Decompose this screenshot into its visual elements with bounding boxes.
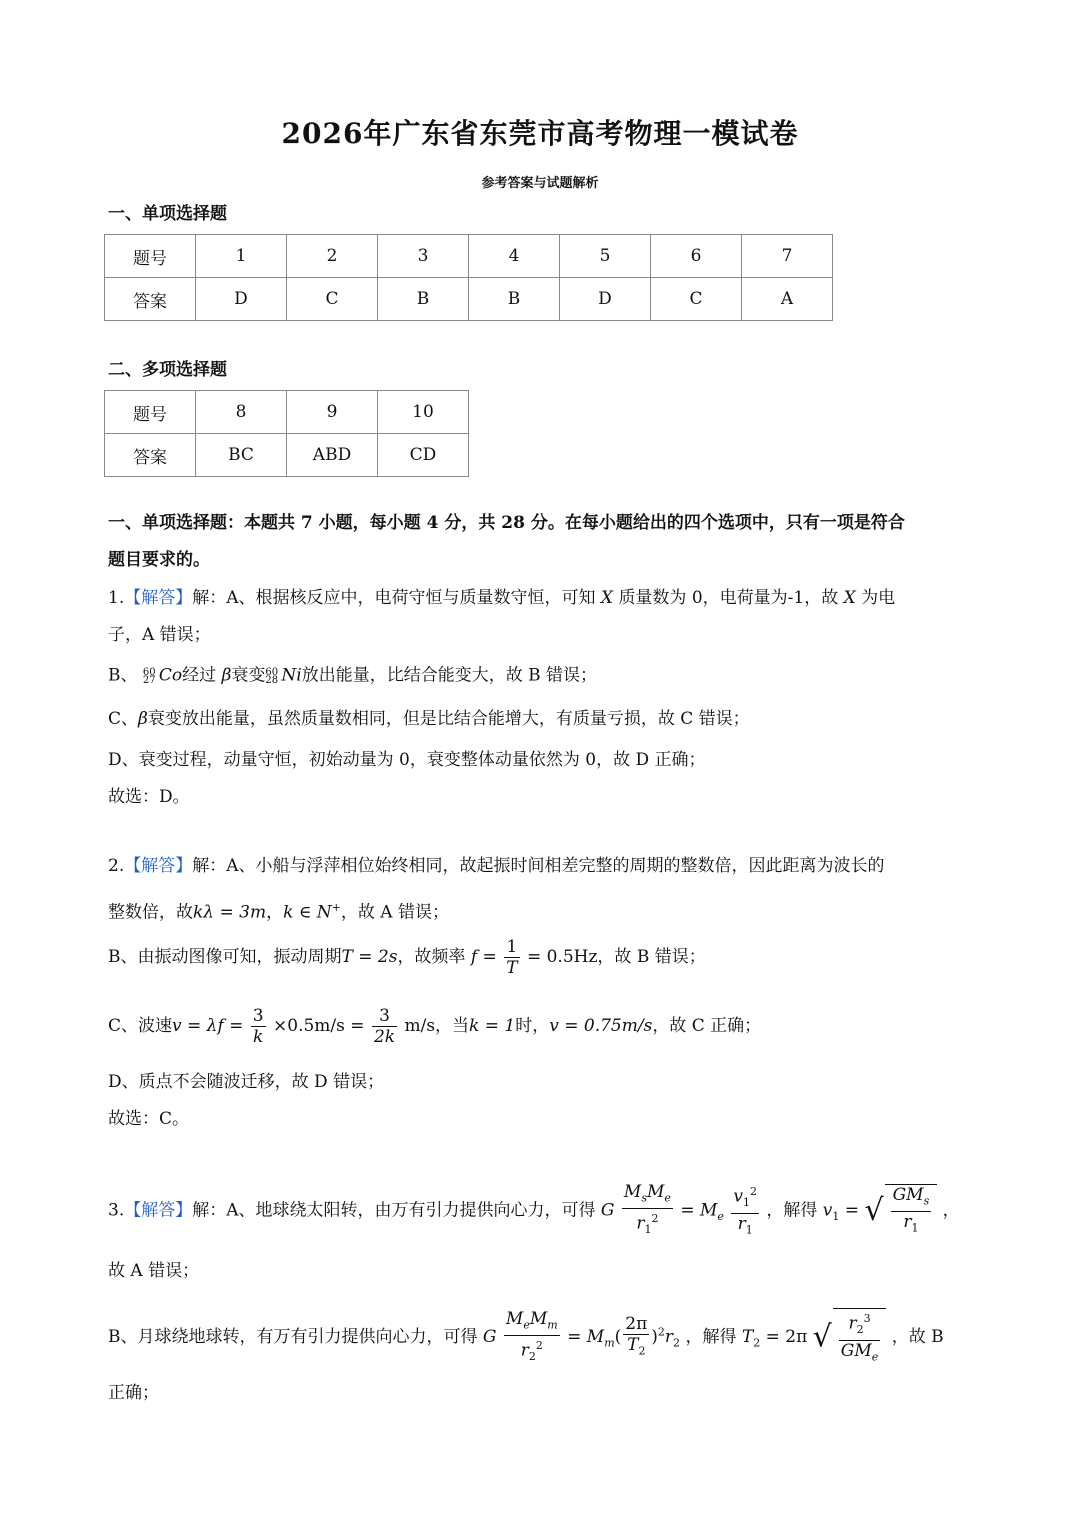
numerator <box>891 1185 932 1212</box>
math-var: r <box>520 1340 529 1361</box>
q3-line: 正确； <box>108 1383 159 1403</box>
math-sub: m <box>547 1317 558 1331</box>
element-symbol: Co <box>158 665 183 686</box>
text: C、波速 <box>108 1016 173 1036</box>
text: ， <box>266 902 284 923</box>
denominator <box>731 1214 759 1240</box>
fraction <box>623 1314 649 1361</box>
math-expr: = <box>680 1200 695 1221</box>
question-number: 1. <box>108 588 125 608</box>
q1-line <box>108 708 750 730</box>
denominator: 2k <box>373 1027 396 1047</box>
math-var: β <box>221 665 232 686</box>
text: 放出能量，比结合能变大，故 B 错误； <box>301 665 598 686</box>
math-sub: e <box>664 1191 671 1205</box>
question-number: 3. <box>108 1200 125 1221</box>
math-var: GM <box>840 1341 872 1362</box>
sqrt-icon: √ <box>864 1193 884 1229</box>
denominator: T <box>506 958 518 978</box>
math-var: M <box>647 1182 665 1202</box>
numerator <box>839 1309 881 1341</box>
q1-line: 子，A 错误； <box>108 625 211 645</box>
page-subtitle: 参考答案与试题解析 <box>481 176 599 191</box>
math-var: X <box>600 588 614 608</box>
multi-choice-answer-table <box>104 390 469 477</box>
text: B、月球绕地球转，有万有引力提供向心力，可得 <box>108 1327 478 1348</box>
q2-line: 故选：C。 <box>108 1109 190 1129</box>
q2-line <box>108 1006 761 1047</box>
math-expr: k = 1 <box>469 1016 516 1036</box>
answer-cell: B <box>469 278 560 321</box>
numerator: 3 <box>252 1006 264 1026</box>
math-var: v <box>822 1200 833 1221</box>
text: C、 <box>108 709 139 729</box>
math-sub: 2 <box>753 1336 761 1350</box>
radicand <box>885 1184 938 1239</box>
math-var: r <box>903 1212 912 1233</box>
fraction <box>504 1309 560 1367</box>
text: ，故 B <box>891 1327 944 1348</box>
denominator <box>891 1212 932 1238</box>
math-sub: e <box>717 1210 724 1224</box>
question-number: 2. <box>108 856 125 876</box>
math-var: r <box>664 1327 674 1348</box>
isotope-notation <box>143 664 159 688</box>
math-sub: 1 <box>742 1196 750 1210</box>
numerator <box>731 1182 759 1214</box>
math-var: M <box>623 1182 642 1202</box>
question-number: 8 <box>196 391 287 434</box>
math-var: r <box>636 1214 645 1235</box>
math-expr: ×0.5m/s = <box>273 1016 365 1036</box>
math-sub: e <box>523 1317 530 1331</box>
atomic-number: 27 <box>142 675 156 686</box>
page-title: 2026年广东省东莞市高考物理一模试卷 <box>281 117 799 150</box>
math-var: G <box>600 1200 615 1221</box>
text: 经过 <box>182 665 217 686</box>
answer-cell: D <box>560 278 651 321</box>
q2-line <box>108 897 449 924</box>
row-label: 答案 <box>105 278 196 321</box>
text: 质量数为 0，电荷量为-1，故 <box>618 588 839 608</box>
table-row <box>105 434 469 477</box>
sqrt-icon: √ <box>812 1319 832 1355</box>
atomic-number: 28 <box>265 675 279 686</box>
table-row <box>105 278 833 321</box>
math-var: β <box>138 709 148 729</box>
math-var: T <box>627 1335 639 1356</box>
text: ，故 C 正确； <box>652 1016 762 1036</box>
numerator: 3 <box>372 1006 397 1027</box>
denominator <box>623 1335 649 1361</box>
answer-cell: C <box>287 278 378 321</box>
math-sub: 2 <box>673 1336 681 1350</box>
math-sup: 2 <box>651 1212 659 1226</box>
text: 衰变放出能量，虽然质量数相同，但是比结合能增大，有质量亏损，故 C 错误； <box>147 709 750 729</box>
math-expr: f = <box>470 947 497 967</box>
text: 解：A、小船与浮萍相位始终相同，故起振时间相差完整的周期的整数倍，因此距离为波长的 <box>192 856 885 876</box>
math-sub: 1 <box>832 1210 840 1224</box>
mass-number: 60 <box>265 667 279 678</box>
math-sub: s <box>641 1191 647 1205</box>
answer-tag: 【解答】 <box>124 588 193 608</box>
answer-tag: 【解答】 <box>124 856 193 876</box>
fraction <box>372 1006 397 1047</box>
answer-cell: A <box>742 278 833 321</box>
fraction <box>839 1309 881 1367</box>
math-expr: m/s <box>404 1016 436 1036</box>
section-intro-line: 题目要求的。 <box>108 550 210 570</box>
answer-cell: D <box>196 278 287 321</box>
row-label: 题号 <box>105 235 196 278</box>
fraction <box>891 1185 932 1239</box>
text: B、 <box>108 665 138 686</box>
text: ，解得 <box>685 1327 737 1348</box>
row-label: 答案 <box>105 434 196 477</box>
math-var: G <box>482 1327 497 1348</box>
table-row <box>105 235 833 278</box>
math-var: M <box>700 1200 718 1221</box>
math-var: T <box>741 1327 754 1348</box>
math-sup: 2 <box>657 1325 665 1339</box>
q2-line <box>108 855 885 877</box>
math-sub: e <box>871 1350 879 1364</box>
mass-number: 60 <box>142 667 156 678</box>
row-label: 题号 <box>105 391 196 434</box>
math-expr: T = 2s <box>341 947 398 967</box>
text: 整数倍，故 <box>108 902 193 923</box>
q1-line: D、衰变过程，动量守恒，初始动量为 0，衰变整体动量依然为 0，故 D 正确； <box>108 750 706 770</box>
single-choice-heading: 一、单项选择题 <box>108 204 227 224</box>
math-expr: = <box>844 1200 860 1221</box>
q1-line <box>108 587 895 609</box>
math-sub: m <box>604 1336 615 1350</box>
section-intro-line: 一、单项选择题：本题共 7 小题，每小题 4 分，共 28 分。在每小题给出的四个选项中，只有一项是符合 <box>108 513 905 533</box>
denominator <box>839 1341 881 1367</box>
answer-tag: 【解答】 <box>124 1200 193 1221</box>
math-expr: v = 0.75m/s <box>549 1016 653 1036</box>
math-var: GM <box>892 1184 924 1205</box>
question-number: 7 <box>742 235 833 278</box>
answer-cell: C <box>651 278 742 321</box>
math-expr: kλ = 3m <box>193 902 267 923</box>
text: ，故频率 <box>397 947 466 967</box>
question-number: 4 <box>469 235 560 278</box>
question-number: 10 <box>378 391 469 434</box>
text: 解：A、地球绕太阳转，由万有引力提供向心力，可得 <box>192 1200 596 1221</box>
numerator: 2π <box>625 1314 648 1335</box>
answer-cell: CD <box>378 434 469 477</box>
denominator: k <box>253 1027 264 1047</box>
math-sub: 2 <box>528 1349 536 1363</box>
fraction <box>251 1006 266 1047</box>
radicand <box>833 1308 887 1367</box>
math-sub: 1 <box>911 1221 919 1235</box>
q1-line: 故选：D。 <box>108 787 190 807</box>
question-number: 6 <box>651 235 742 278</box>
numerator <box>622 1182 673 1209</box>
element-symbol: Ni <box>281 665 302 686</box>
question-number: 1 <box>196 235 287 278</box>
math-sub: 1 <box>644 1223 652 1237</box>
text: B、由振动图像可知，振动周期 <box>108 947 342 967</box>
math-var: M <box>505 1308 524 1329</box>
single-choice-answer-table <box>104 234 833 321</box>
text: 为电 <box>861 588 896 608</box>
math-var: X <box>843 588 856 608</box>
text: 解：A、根据核反应中，电荷守恒与质量数守恒，可知 <box>192 588 596 608</box>
numerator <box>504 1309 560 1336</box>
math-expr: = 2π <box>765 1327 808 1348</box>
fraction <box>622 1182 673 1240</box>
text: ，当 <box>435 1016 470 1036</box>
math-sub: s <box>923 1194 930 1208</box>
q3-line: 故 A 错误； <box>108 1261 200 1281</box>
question-number: 2 <box>287 235 378 278</box>
math-sup: 2 <box>535 1338 543 1352</box>
math-var: M <box>529 1308 548 1329</box>
math-expr: = 0.5Hz <box>526 947 598 967</box>
math-sup: + <box>331 901 341 914</box>
text: ， <box>942 1200 960 1221</box>
text: ，故 B 错误； <box>597 947 706 967</box>
question-number: 9 <box>287 391 378 434</box>
answer-cell: B <box>378 278 469 321</box>
text: ，解得 <box>766 1200 818 1221</box>
isotope-notation <box>265 664 281 688</box>
question-number: 3 <box>378 235 469 278</box>
answer-cell: BC <box>196 434 287 477</box>
denominator <box>504 1336 560 1367</box>
math-sub: 1 <box>745 1223 753 1237</box>
q3-line: B、月球绕地球转，有万有引力提供向心力，可得 G $\frac{M_eM_m}{r_2^2}$ = $M_m$( $\frac{2\pi}{T_2}$ )$^2r_2$ ，解得 $T_2 = 2\pi$ √ $\frac{r_2^3}{GM_e}$ ，故 B <box>108 1308 944 1367</box>
question-number: 5 <box>560 235 651 278</box>
answer-cell: ABD <box>287 434 378 477</box>
fraction <box>504 937 519 978</box>
q3-line <box>108 1182 960 1240</box>
math-var: v <box>733 1186 743 1207</box>
math-sub: 2 <box>638 1344 646 1358</box>
fraction <box>731 1182 759 1240</box>
text: 时， <box>515 1016 550 1036</box>
multi-choice-heading: 二、多项选择题 <box>108 360 227 380</box>
q2-line <box>108 937 706 978</box>
table-row <box>105 391 469 434</box>
text: 衰变 <box>231 665 266 686</box>
math-sup: 3 <box>863 1312 871 1325</box>
math-var: M <box>586 1327 605 1348</box>
math-expr: k ∈ N <box>283 902 332 923</box>
math-sup: 2 <box>749 1185 757 1198</box>
text: ，故 A 错误； <box>340 902 449 923</box>
math-var: r <box>848 1313 857 1334</box>
numerator: 1 <box>504 937 519 958</box>
math-expr: = <box>567 1327 582 1348</box>
math-sub: 2 <box>856 1323 864 1337</box>
math-var: r <box>737 1214 746 1235</box>
math-expr: v = λf = <box>172 1016 244 1036</box>
q1-line <box>108 664 597 688</box>
denominator <box>622 1209 673 1240</box>
q2-line: D、质点不会随波迁移，故 D 错误； <box>108 1072 385 1092</box>
